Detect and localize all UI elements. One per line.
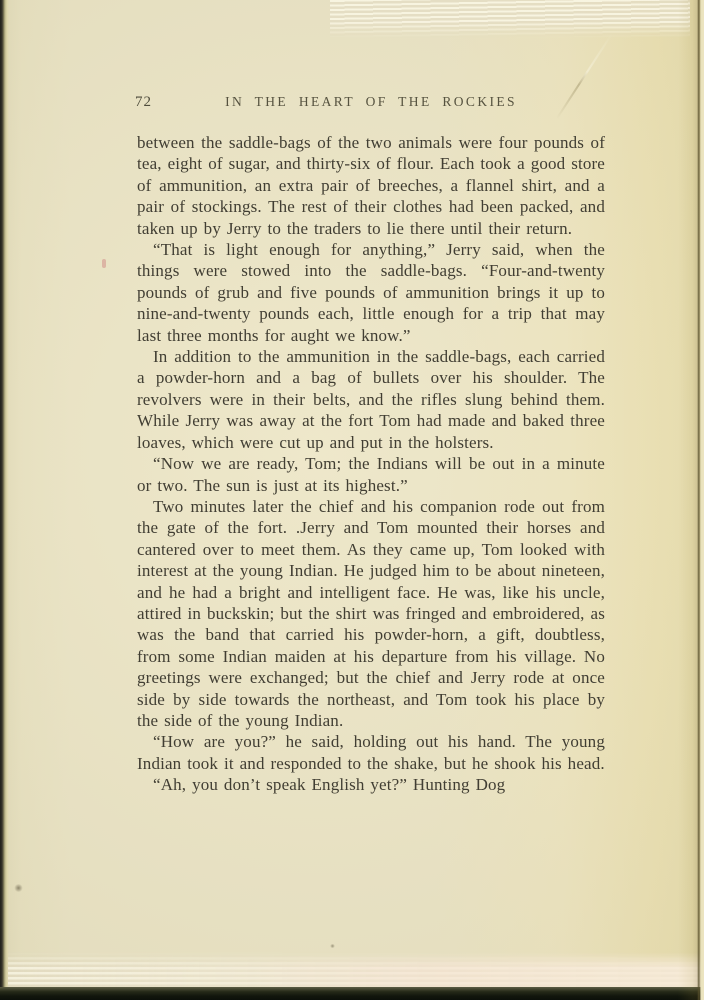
paragraph: between the saddle-bags of the two animals were four pounds of tea, eight of sugar, and thirty-six of flour. Each took a good store of ammunition, an extra pair of breeches, a flannel shirt, and a pair of stockings. The rest of their clothes had been packed, and taken up by Jerry to the traders to lie there until their return. [137,133,605,238]
running-header-title: IN THE HEART OF THE ROCKIES [225,94,517,109]
book-spine-edge [0,0,9,1000]
book-cover-bottom-edge [0,987,704,1000]
body-text [137,132,605,796]
paragraph: “Now we are ready, Tom; the Indians will be out in a minute or two. The sun is just at its highest.” [137,454,605,495]
page-right-edge [678,0,704,1000]
paragraph: Two minutes later the chief and his companion rode out from the gate of the fort. .Jerry and Tom mounted their horses and cantered over to meet them. As they came up, Tom looked with interest at the young Indian. He judged him to be about nineteen, and he had a bright and intelligent face. He was, like his uncle, attired in buckskin; but the shirt was fringed and embroidered, as was the band that carried his powder-horn, a gift, doubtless, from some Indian maiden at his departure from his village. No greetings were exchanged; but the chief and Jerry rode at once side by side towards the northeast, and Tom took his place by the side of the young Indian. [137,496,605,730]
paragraph: “How are you?” he said, holding out his hand. The young Indian took it and responded to the shake, but he shook his head. [137,732,605,773]
paragraph: “Ah, you don’t speak English yet?” Hunting Dog [153,775,506,795]
running-head [137,94,605,116]
page-stack-top-edge [330,0,690,38]
ink-speck [330,944,335,948]
paragraph: “That is light enough for anything,” Jerry said, when the things were stowed into the saddle-bags. “Four-and-twenty pounds of grub and five pounds of ammunition brings it up to nine-and-twenty pounds each, little enough for a trip that may last three months for aught we know.” [137,240,605,345]
pink-mark [102,259,106,268]
page-stack-bottom-edge [8,952,702,987]
ink-speck [14,884,23,892]
page-number: 72 [135,94,152,110]
paragraph: In addition to the ammunition in the saddle-bags, each carried a powder-horn and a bag of bullets over his shoulder. The revolvers were in their belts, and the rifles slung behind them. While Jerry was away at the fort Tom had made and baked three loaves, which were cut up and put in the holsters. [137,347,605,452]
page-content [137,94,605,796]
